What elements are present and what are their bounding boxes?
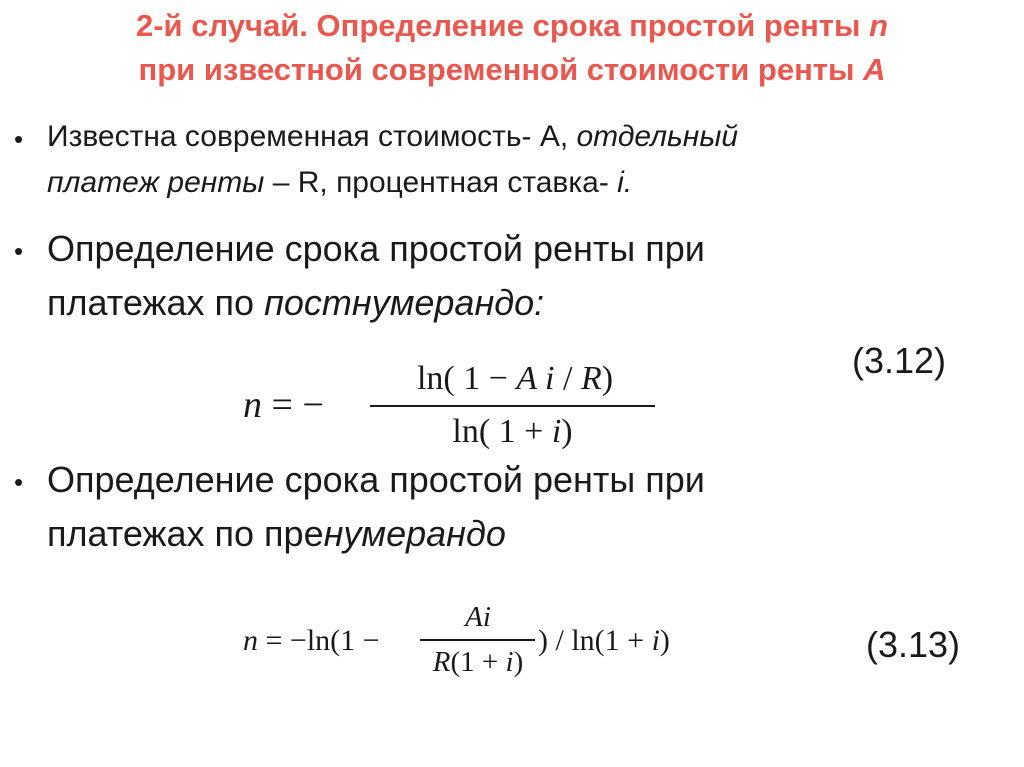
math-variable: n: [243, 624, 258, 657]
slide-title-line-1: [14, 8, 1010, 44]
math-text: ): [513, 646, 524, 678]
math-text: ): [561, 413, 573, 450]
formula-3-13-fraction-numerator: [418, 601, 538, 634]
formula-3-13-fraction-bar: [420, 639, 535, 641]
math-variable: i: [505, 646, 514, 678]
equation-label-3-12: (3.12): [852, 340, 947, 381]
math-variable: R: [580, 360, 602, 397]
math-text: ln( 1 −: [416, 360, 517, 397]
bullet-1-line-1: [47, 120, 738, 154]
bullet-text: платежах по пре: [47, 513, 324, 554]
bullet-3-line-1: [47, 459, 705, 501]
equation-label-3-13: (3.13): [866, 624, 961, 665]
math-variable: n: [243, 384, 262, 426]
bullet-3-line-2: [47, 513, 506, 555]
bullet-text-italic: платеж ренты: [47, 166, 265, 199]
bullet-2-line-2: [47, 282, 544, 324]
math-text: (1 +: [450, 646, 506, 678]
title-text: 2-й случай. Определение срока простой ренты: [135, 8, 870, 43]
formula-3-13-fraction-denominator: [418, 646, 538, 679]
bullet-2-line-1: [47, 228, 705, 270]
formula-3-12-fraction-bar: [370, 405, 655, 407]
bullet-marker: •: [14, 467, 24, 497]
math-text: ): [659, 624, 670, 657]
bullet-text: – R, процентная ставка-: [264, 166, 618, 199]
formula-3-13-tail: [538, 624, 670, 658]
formula-3-12-lhs: [243, 383, 324, 427]
title-variable-a: A: [863, 52, 886, 87]
bullet-text-italic: i.: [617, 166, 633, 199]
bullet-marker: •: [14, 236, 24, 266]
formula-3-13-lhs: [243, 624, 380, 658]
slide-title-line-2: [14, 52, 1010, 88]
math-text: ): [601, 360, 614, 397]
title-variable-n: n: [869, 8, 888, 43]
math-variable: i: [651, 624, 660, 657]
math-variable: i: [551, 413, 562, 450]
formula-3-12-numerator: [370, 360, 660, 398]
title-text: при известной современной стоимости ренты: [138, 52, 864, 87]
math-variable: R: [432, 646, 451, 678]
bullet-text-italic: постнумерандо:: [264, 282, 545, 323]
math-text: ln( 1 +: [452, 413, 552, 450]
math-operator: = −ln(1 −: [258, 624, 380, 657]
math-text: /: [554, 360, 581, 397]
math-variable: Ai: [465, 601, 491, 633]
math-variable: A i: [516, 360, 555, 397]
bullet-text-italic: нумерандо: [323, 513, 506, 554]
bullet-text: Известна современная стоимость- А,: [47, 120, 577, 153]
bullet-text: платежах по: [47, 282, 265, 323]
math-text: ) / ln(1 +: [538, 624, 652, 657]
bullet-marker: •: [14, 124, 24, 154]
bullet-text: Определение срока простой ренты при: [47, 459, 705, 500]
bullet-text: Определение срока простой ренты при: [47, 228, 705, 269]
bullet-1-line-2: [47, 166, 632, 200]
math-operator: = −: [262, 384, 324, 426]
bullet-text-italic: отдельный: [576, 120, 739, 153]
formula-3-12-denominator: [370, 413, 655, 451]
